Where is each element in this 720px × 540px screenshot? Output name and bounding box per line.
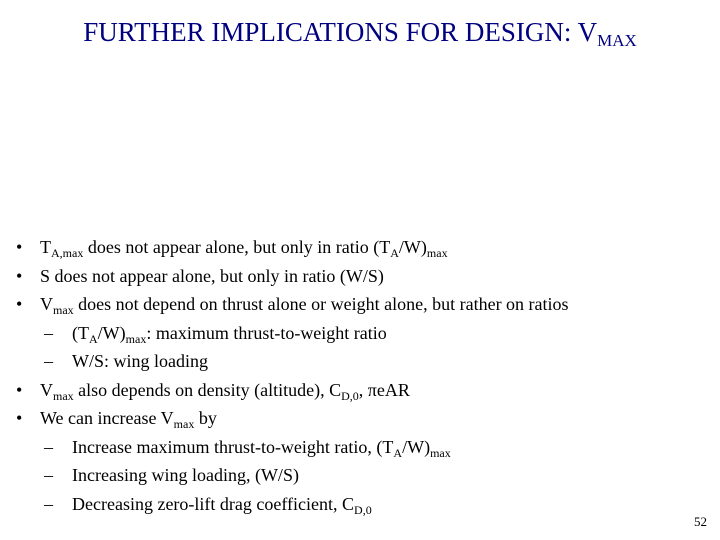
subscript: A [390,246,399,260]
bullet-text [40,376,410,405]
sub-bullet-item [16,319,706,348]
text-run: by [194,408,217,428]
text-run: V [40,379,53,400]
subscript: A [89,331,98,346]
text-run: V [40,294,53,314]
text-run: (T [72,322,89,343]
subscript: max [173,417,195,431]
slide-title [0,14,720,50]
subscript: max [53,388,74,403]
slide-title-subscript: MAX [597,31,637,50]
text-run: We can increase V [40,408,174,428]
subscript: max [125,331,147,346]
text-run: Increasing wing loading, (W/S) [72,465,299,485]
bullet-item [16,376,706,405]
dash-marker: – [44,322,53,343]
text-run: does not depend on thrust alone or weight alone, but rather on ratios [73,294,569,314]
sub-bullet-text [72,347,208,376]
bullet-item [16,404,706,433]
slide-title-text: FURTHER IMPLICATIONS FOR DESIGN: V [83,17,598,47]
subscript: D,0 [341,388,359,403]
dash-marker: – [44,493,53,514]
bullet-marker: • [16,294,23,314]
text-run: AR [384,379,410,400]
bullet-text [40,233,448,262]
bullet-marker: • [16,237,23,257]
sub-bullet-item [16,490,706,519]
dash-marker: – [44,436,53,457]
subscript: max [430,445,451,460]
text-run: Decreasing zero-lift drag coefficient, C [72,493,355,514]
sub-bullet-text [72,433,451,462]
bullet-text [40,290,569,319]
bullet-item [16,262,706,291]
sub-bullet-item [16,347,706,376]
dash-marker: – [44,465,53,485]
dash-marker: – [44,351,53,371]
bullet-item [16,290,706,319]
bullet-text [40,262,384,291]
text-run: /W) [97,322,126,343]
sub-bullet-text [72,461,299,490]
subscript: max [426,246,448,260]
text-run: /W) [402,436,431,457]
subscript: A [393,445,403,460]
subscript: D,0 [354,502,372,517]
text-run: T [40,237,51,257]
sub-bullet-text [72,490,372,519]
text-run: S does not appear alone, but only in ratio (W/S) [40,265,384,286]
text-run: does not appear alone, but only in ratio (T [83,237,391,257]
text-run: : maximum thrust-to-weight ratio [146,322,387,343]
bullet-list [16,233,706,518]
sub-bullet-item [16,433,706,462]
bullet-marker: • [16,408,23,428]
page-number: 52 [694,514,707,529]
sub-bullet-text [72,319,387,348]
subscript: A,max [51,246,84,260]
bullet-text [40,404,217,433]
bullet-marker: • [16,265,23,286]
text-run: /W) [398,237,427,257]
text-run: Increase maximum thrust-to-weight ratio, (T [72,436,394,457]
sub-bullet-item [16,461,706,490]
bullet-marker: • [16,379,23,400]
text-run: , πe [358,379,385,400]
bullet-item [16,233,706,262]
text-run: W/S: wing loading [72,351,208,371]
text-run: also depends on density (altitude), C [73,379,342,400]
subscript: max [53,303,74,317]
